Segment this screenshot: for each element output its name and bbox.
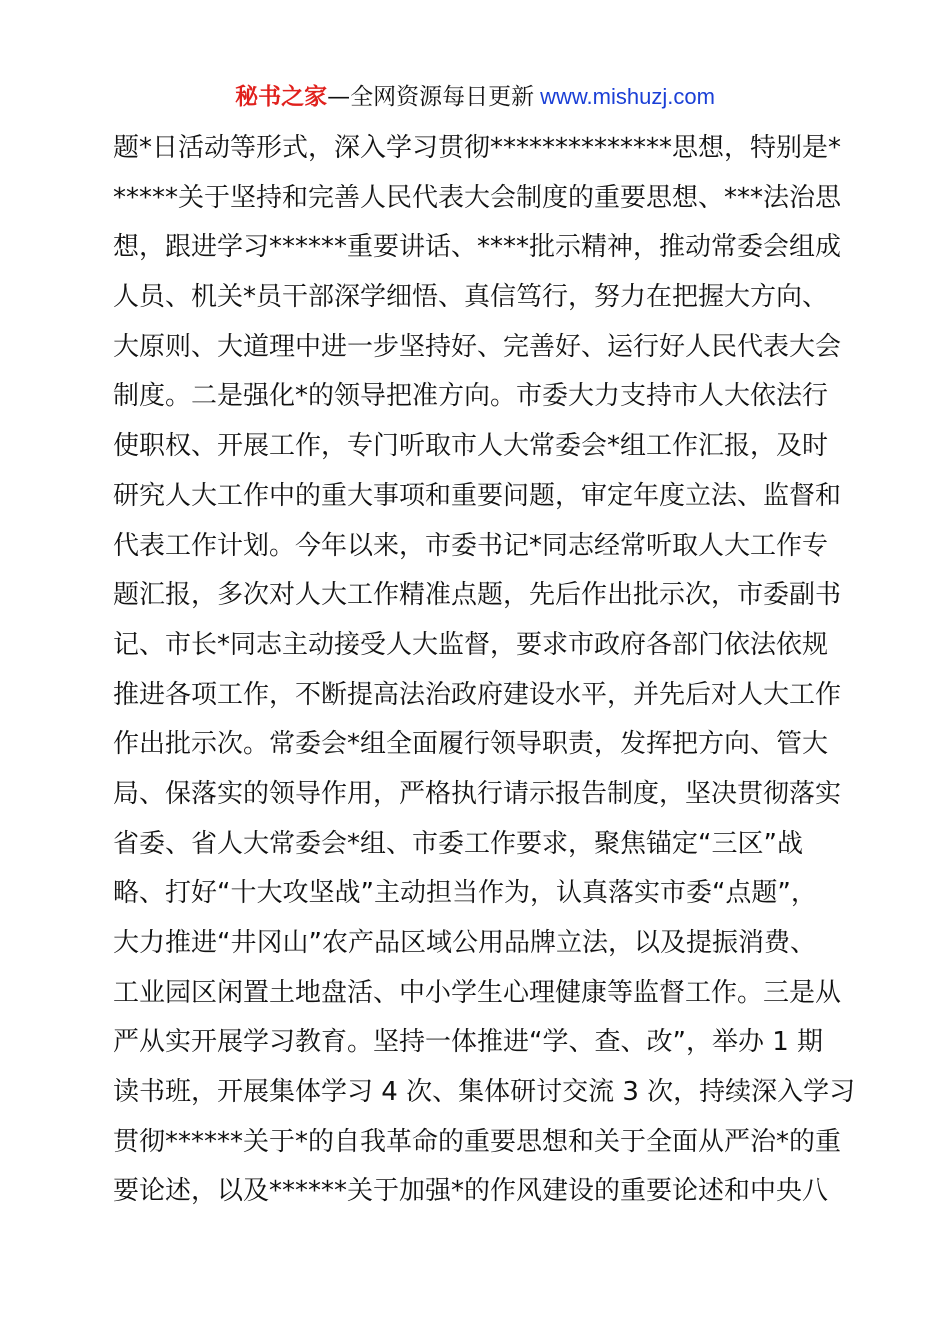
document-body <box>113 128 856 1221</box>
text-line: 推进各项工作，不断提高法治政府建设水平，并先后对人大工作 <box>113 679 842 710</box>
text-line: 记、市长*同志主动接受人大监督，要求市政府各部门依法依规 <box>113 629 829 660</box>
text-line: 想，跟进学习******重要讲话、****批示精神，推动常委会组成 <box>113 232 842 263</box>
text-line: *****关于坚持和完善人民代表大会制度的重要思想、***法治思 <box>113 182 842 213</box>
text-line: 省委、省人大常委会*组、市委工作要求，聚焦锚定“三区”战 <box>113 828 803 859</box>
site-header <box>0 80 950 114</box>
text-line: 使职权、开展工作，专门听取市人大常委会*组工作汇报，及时 <box>113 431 829 462</box>
header-tagline: —全网资源每日更新 <box>327 84 535 110</box>
text-line: 略、打好“十大攻坚战”主动担当作为，认真落实市委“点题”， <box>113 878 817 909</box>
text-line: 工业园区闲置土地盘活、中小学生心理健康等监督工作。三是从 <box>113 977 842 1008</box>
text-line: 人员、机关*员干部深学细悟、真信笃行，努力在把握大方向、 <box>113 282 829 313</box>
text-line: 贯彻******关于*的自我革命的重要思想和关于全面从严治*的重 <box>113 1126 842 1157</box>
text-line: 局、保落实的领导作用，严格执行请示报告制度，坚决贯彻落实 <box>113 778 842 809</box>
text-line: 要论述，以及******关于加强*的作风建设的重要论述和中央八 <box>113 1176 829 1207</box>
brand-name: 秘书之家 <box>235 84 328 110</box>
text-line: 大原则、大道理中进一步坚持好、完善好、运行好人民代表大会 <box>113 331 842 362</box>
text-line: 制度。二是强化*的领导把准方向。市委大力支持市人大依法行 <box>113 381 829 412</box>
text-line: 严从实开展学习教育。坚持一体推进“学、查、改”，举办 1 期 <box>113 1027 824 1058</box>
text-line: 大力推进“井冈山”农产品区域公用品牌立法，以及提振消费、 <box>113 928 816 958</box>
text-line: 题汇报，多次对人大工作精准点题，先后作出批示次，市委副书 <box>113 580 842 611</box>
text-line: 代表工作计划。今年以来，市委书记*同志经常听取人大工作专 <box>113 530 829 561</box>
site-url-link[interactable]: www.mishuzj.com <box>540 84 715 109</box>
text-line: 研究人大工作中的重大事项和重要问题，审定年度立法、监督和 <box>113 480 842 511</box>
text-line: 题*日活动等形式，深入学习贯彻**************思想，特别是* <box>113 133 842 163</box>
text-line: 读书班，开展集体学习 4 次、集体研讨交流 3 次，持续深入学习 <box>113 1077 856 1108</box>
text-line: 作出批示次。常委会*组全面履行领导职责，发挥把方向、管大 <box>113 729 829 760</box>
